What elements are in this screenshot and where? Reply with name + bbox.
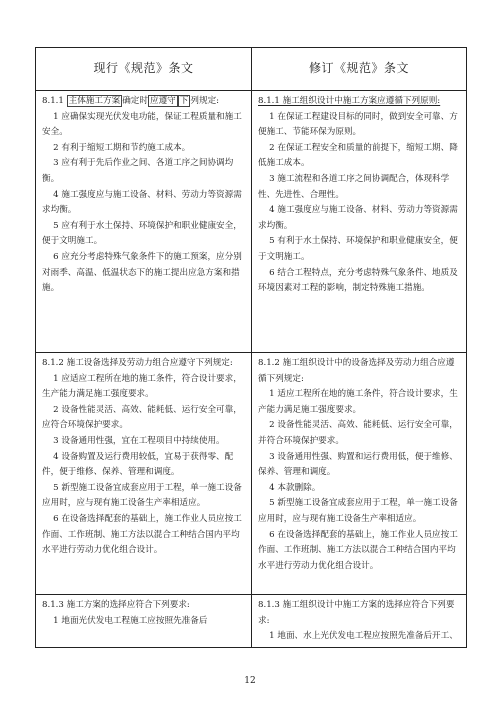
- clause-item: 5 应有利于水土保持、环境保护和职业健康安全，便于文明施工。: [42, 220, 242, 247]
- clause-item: 5 新型施工设备宜成套应用于工程，单一施工设备应用时，应与现有施工设备生产率相适应。: [42, 482, 242, 509]
- clause-item: 1 在保证工程建设目标的同时，做到安全可靠、方便施工、节能环保为原则。: [258, 111, 458, 138]
- highlight-box: 下: [179, 96, 189, 106]
- clause-item: 4 施工强度应与施工设备、材料、劳动力等资源需求均衡。: [258, 205, 458, 231]
- clause-item: 3 设备通用性强、购置和运行费用低，便于维修、保养、管理和调度。: [258, 451, 458, 478]
- clause-item: 6 结合工程特点，充分考虑特殊气象条件、地质及环境因素对工程的影响，制定特殊施工措施。: [258, 267, 458, 294]
- clause-item: 4 本款删除。: [269, 482, 321, 493]
- clause-heading: 8.1.3 施工方案的选择应符合下列要求:: [42, 600, 190, 610]
- clause-item: 3 施工流程和各道工序之间协调配合，体现科学性、先进性、合理性。: [258, 173, 450, 200]
- clause-item: 3 应有利于先后作业之间、各道工序之间协调均衡。: [42, 158, 234, 184]
- clause-item: 2 设备性能灵活、高效、能耗低、运行安全可靠，并符合环境保护要求。: [258, 420, 458, 446]
- revised-clause-8-1-1: [252, 91, 467, 353]
- table-row: [36, 595, 467, 648]
- clause-item: 1 应适应工程所在地的施工条件，符合设计要求，生产能力满足施工强度要求。: [42, 373, 242, 400]
- clause-item: 6 在设备选择配套的基础上，施工作业人员应按工作面、工作班制、施工方法以混合工种结合国内平均水平进行劳动力优化组合设计。: [258, 529, 458, 571]
- clause-item: 1 应确保实现光伏发电功能，保证工程质量和施工安全。: [42, 111, 242, 138]
- current-clause-8-1-2: [36, 353, 252, 595]
- clause-item: 3 设备通用性强，宜在工程项目中持续使用。: [53, 435, 225, 446]
- table-row: [36, 91, 467, 353]
- clause-item: 6 在设备选择配套的基础上，施工作业人员应按工作面、工作班制、施工方法以混合工种结合国内平均水平进行劳动力优化组合设计。: [42, 513, 242, 556]
- clause-item: 2 设备性能灵活、高效、能耗低、运行安全可靠，应符合环境保护要求。: [42, 404, 242, 431]
- clause-item: 2 在保证工程安全和质量的前提下，缩短工期、降低施工成本。: [258, 142, 458, 169]
- clause-item: 5 有利于水土保持、环境保护和职业健康安全，便于文明施工。: [258, 236, 458, 262]
- clause-item: 1 地面光伏发电工程施工应按照先准备后: [53, 615, 208, 626]
- document-page: [35, 47, 466, 648]
- page-number: 12: [244, 676, 256, 686]
- clause-heading: 8.1.1 施工组织设计中施工方案应遵循下列原则:: [258, 96, 441, 106]
- header-current-clauses: 现行《规范》条文: [36, 48, 252, 91]
- clause-item: 4 施工强度应与施工设备、材料、劳动力等资源需求均衡。: [42, 189, 242, 216]
- clause-item: 4 设备购置及运行费用较低，宜易于获得零、配件，便于维修、保养、管理和调度。: [42, 451, 234, 478]
- clause-heading: 8.1.3 施工组织设计中施工方案的选择应符合下列要求:: [258, 600, 455, 626]
- clause-heading: 8.1.2 施工设备选择及劳动力组合应遵守下列规定:: [42, 358, 233, 368]
- clause-item: 6 应充分考虑特殊气象条件下的施工预案，应分别对雨季、高温、低温状态下的施工提出应急方案和措施。: [42, 251, 242, 294]
- current-clause-8-1-1: [36, 91, 252, 353]
- highlight-box: 应遵守: [149, 96, 176, 106]
- clause-item: 5 新型施工设备宜成套应用于工程，单一施工设备应用时，应与现有施工设备生产率相适应。: [258, 498, 458, 524]
- revised-clause-8-1-3: [252, 595, 467, 648]
- clause-item: 1 地面、水上光伏发电工程应按照先准备后开工、: [269, 631, 458, 642]
- table-header-row: [36, 48, 467, 91]
- clause-item: 2 有利于缩短工期和节约施工成本。: [53, 142, 191, 153]
- comparison-table: [35, 47, 467, 648]
- revised-clause-8-1-2: [252, 353, 467, 595]
- highlight-box: 主体施工方案: [68, 96, 121, 106]
- clause-heading: 8.1.2 施工组织设计中的设备选择及劳动力组合应遵循下列规定:: [258, 358, 455, 384]
- clause-item: 1 适应工程所在地的施工条件，符合设计要求，生产能力满足施工强度要求。: [258, 389, 458, 415]
- table-row: [36, 353, 467, 595]
- current-clause-8-1-3: [36, 595, 252, 648]
- clause-heading: 8.1.1 主体施工方案 确定时 应遵守 下 列规定:: [42, 96, 220, 106]
- header-revised-clauses: 修订《规范》条文: [252, 48, 467, 91]
